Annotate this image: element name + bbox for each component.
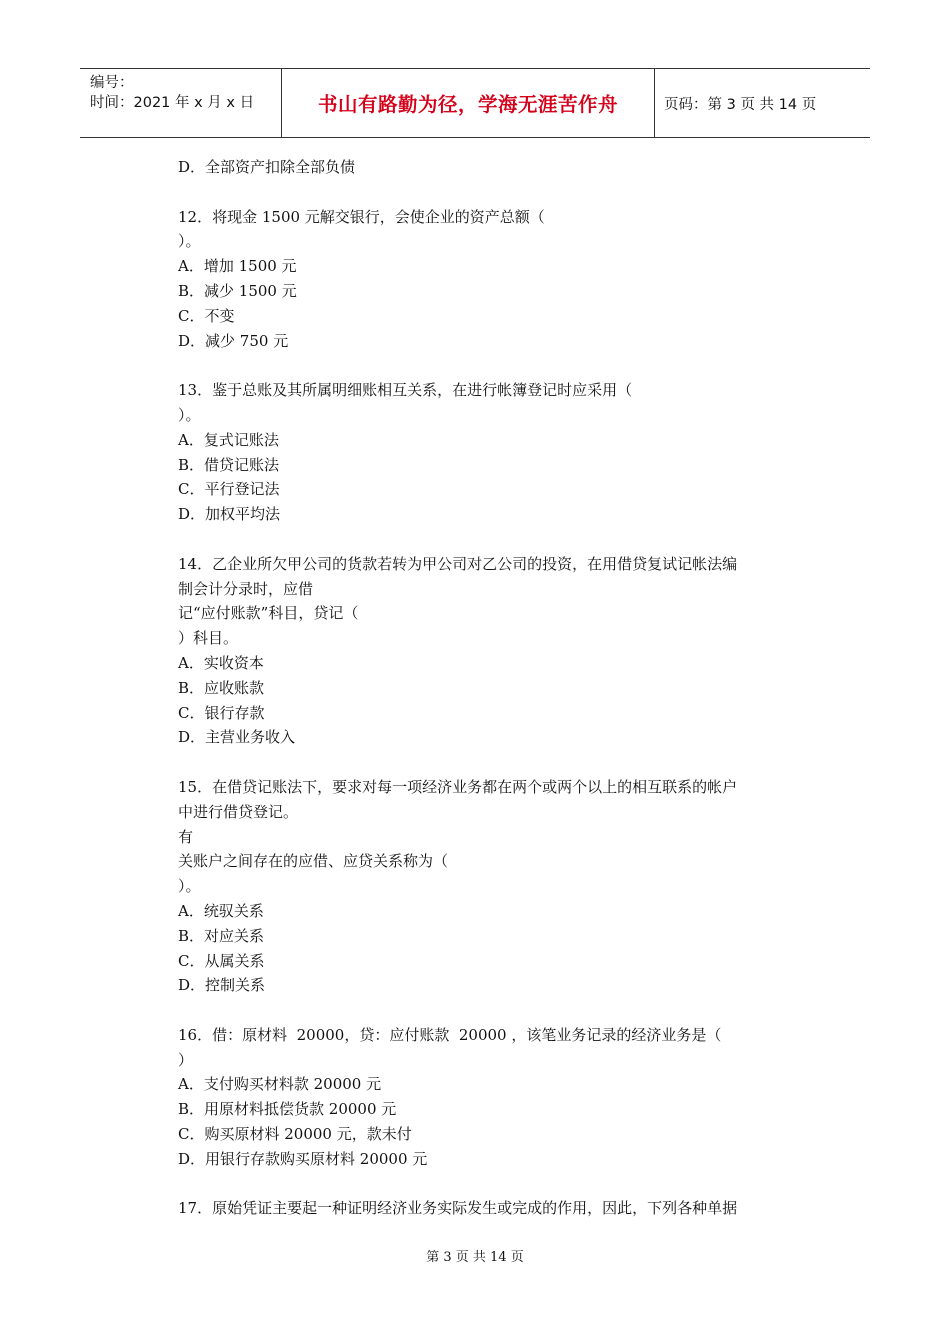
text-line: ）科目。 (178, 629, 239, 648)
text-line: A．统驭关系 (178, 901, 264, 920)
text-line: B．借贷记账法 (178, 455, 280, 474)
text-line: C．银行存款 (178, 703, 265, 722)
question-block (178, 205, 818, 354)
text-line: C．购买原材料 20000 元，款未付 (178, 1125, 412, 1144)
block-spacer (178, 750, 818, 775)
text-line: B．对应关系 (178, 926, 265, 945)
header-meta (80, 69, 280, 137)
text-line: 13．鉴于总账及其所属明细账相互关系，在进行帐簿登记时应采用（ (178, 381, 633, 400)
text-line: A．增加 1500 元 (178, 257, 297, 276)
text-line: D．主营业务收入 (178, 728, 296, 747)
text-line: D．全部资产扣除全部负债 (178, 158, 356, 176)
text-line: 中进行借贷登记。 (178, 802, 299, 821)
text-line: A．实收资本 (178, 653, 264, 672)
text-line: 12．将现金 1500 元解交银行，会使企业的资产总额（ (178, 207, 545, 226)
text-line: 16．借：原材料 20000，贷：应付账款 20000 ，该笔业务记录的经济业务是（ (178, 1025, 722, 1044)
block-spacer (178, 1172, 818, 1197)
text-line: 有 (178, 827, 194, 846)
text-line: D．控制关系 (178, 976, 266, 995)
question-block (178, 1196, 818, 1221)
text-line: ）。 (178, 877, 201, 896)
text-line: C．不变 (178, 306, 235, 325)
question-content (178, 155, 818, 1221)
question-block (178, 155, 818, 180)
text-line: D．加权平均法 (178, 505, 281, 524)
question-block (178, 1023, 818, 1172)
text-line: ）。 (178, 232, 201, 251)
text-line: 记“应付账款”科目，贷记（ (178, 604, 359, 623)
block-spacer (178, 180, 818, 205)
header-motto-cell (281, 69, 655, 137)
text-line: 关账户之间存在的应借、应贷关系称为（ (178, 852, 449, 871)
text-line: B．减少 1500 元 (178, 281, 297, 300)
question-block (178, 378, 818, 527)
text-line: B．应收账款 (178, 678, 265, 697)
page-info: 页码：第 3 页 共 14 页 (664, 96, 817, 113)
text-line: ） (178, 1050, 194, 1069)
footer-page-number: 第 3 页 共 14 页 (426, 1250, 524, 1265)
page-footer (0, 1246, 950, 1265)
text-line: 17．原始凭证主要起一种证明经济业务实际发生或完成的作用，因此，下列各种单据 (178, 1199, 738, 1218)
text-line: 14．乙企业所欠甲公司的货款若转为甲公司对乙公司的投资，在用借贷复试记帐法编 (178, 554, 738, 573)
text-line: A．复式记账法 (178, 430, 279, 449)
text-line: 制会计分录时，应借 (178, 579, 314, 598)
header-page-info (654, 69, 880, 137)
text-line: A．支付购买材料款 20000 元 (178, 1075, 382, 1094)
text-line: 15．在借贷记账法下，要求对每一项经济业务都在两个或两个以上的相互联系的帐户 (178, 777, 738, 796)
block-spacer (178, 998, 818, 1023)
date-label: 时间：2021 年 x 月 x 日 (90, 95, 255, 111)
text-line: D．用银行存款购买原材料 20000 元 (178, 1149, 428, 1168)
question-block (178, 775, 818, 998)
text-line: D．减少 750 元 (178, 331, 289, 350)
serial-number-label: 编号： (90, 75, 134, 91)
text-line: C．平行登记法 (178, 480, 280, 499)
block-spacer (178, 527, 818, 552)
question-block (178, 552, 818, 750)
text-line: ）。 (178, 405, 201, 424)
text-line: C．从属关系 (178, 951, 265, 970)
block-spacer (178, 353, 818, 378)
page-header (80, 68, 870, 138)
motto: 书山有路勤为径，学海无涯苦作舟 (317, 93, 618, 116)
text-line: B．用原材料抵偿货款 20000 元 (178, 1100, 397, 1119)
